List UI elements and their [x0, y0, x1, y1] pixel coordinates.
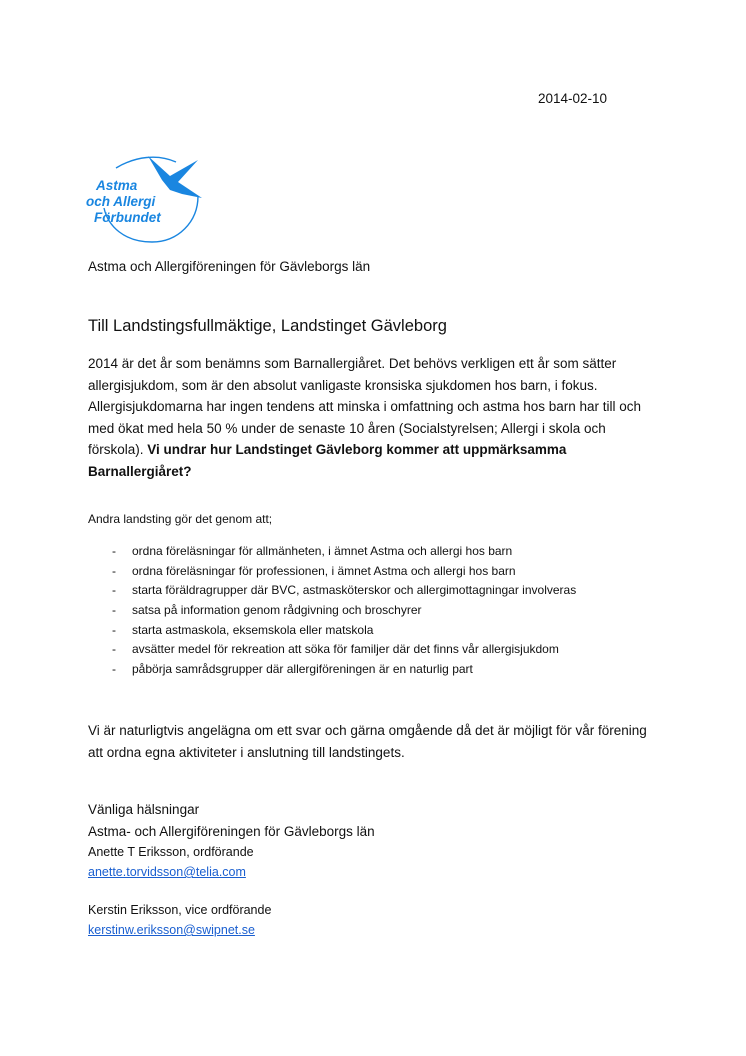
- email-link-1[interactable]: anette.torvidsson@telia.com: [88, 865, 246, 879]
- logo-line-1: Astma: [96, 178, 138, 193]
- greeting: Vänliga hälsningar: [88, 802, 200, 817]
- email-link-2[interactable]: kerstinw.eriksson@swipnet.se: [88, 923, 255, 937]
- list-item-text: avsätter medel för rekreation att söka för familjer där det finns vår allergisjukdom: [132, 642, 559, 657]
- list-item-text: starta astmaskola, eksemskola eller matskola: [132, 622, 374, 637]
- sender-organization: Astma och Allergiföreningen för Gävleborgs län: [88, 259, 371, 274]
- list-item-text: ordna föreläsningar för professionen, i ämnet Astma och allergi hos barn: [132, 563, 516, 578]
- bullet-dash: -: [112, 563, 116, 578]
- intro-question: Vi undrar hur Landstinget Gävleborg kommer att uppmärksamma Barnallergiåret?: [88, 442, 567, 479]
- logo-line-3: Förbundet: [94, 210, 161, 225]
- bullet-dash: -: [112, 544, 116, 558]
- list-item: [88, 562, 576, 582]
- email-link-1-wrapper: [88, 864, 246, 879]
- list-item: [88, 660, 576, 680]
- list-item: [88, 640, 576, 660]
- logo-graphic: [86, 150, 206, 246]
- recipient-heading: Till Landstingsfullmäktige, Landstinget Gävleborg: [88, 317, 447, 335]
- list-item-text: ordna föreläsningar för allmänheten, i ämnet Astma och allergi hos barn: [132, 544, 513, 558]
- signature-organization: Astma- och Allergiföreningen för Gävleborgs län: [88, 824, 375, 839]
- list-item-text: starta föräldragrupper där BVC, astmasköterskor och allergimottagningar involveras: [132, 583, 577, 598]
- list-item: [88, 542, 576, 562]
- bullet-dash: -: [112, 583, 116, 598]
- bullet-dash: -: [112, 662, 116, 677]
- list-item-text: påbörja samrådsgrupper där allergiföreningen är en naturlig part: [132, 662, 473, 677]
- intro-text: 2014 är det år som benämns som Barnallergiåret. Det behövs verkligen ett år som sätter allergisjukdom, som är den absolut vanligaste kronsiska sjukdomen hos barn, i fokus. Allergisjukdomarna har ingen tendens att minska i omfattning och astma hos barn har till och med ökat med hela 50 % under de senaste 10 åren (Socialstyrelsen; Allergi i skola och förskola).: [88, 356, 642, 457]
- email-link-2-wrapper: [88, 922, 255, 937]
- bullet-dash: -: [112, 622, 116, 637]
- list-item: [88, 621, 576, 641]
- letter-date: 2014-02-10: [538, 91, 608, 106]
- bullet-dash: -: [112, 603, 116, 618]
- activities-list: [88, 542, 576, 680]
- activities-lead: Andra landsting gör det genom att;: [88, 512, 273, 526]
- signatory-1: Anette T Eriksson, ordförande: [88, 845, 254, 859]
- list-item-text: satsa på information genom rådgivning och broschyrer: [132, 603, 422, 618]
- list-item: [88, 601, 576, 621]
- bullet-dash: -: [112, 642, 116, 657]
- list-item: [88, 581, 576, 601]
- signatory-2: Kerstin Eriksson, vice ordförande: [88, 903, 272, 917]
- association-logo: [86, 150, 206, 246]
- logo-line-2: och Allergi: [86, 194, 156, 209]
- closing-paragraph: Vi är naturligtvis angelägna om ett svar och gärna omgående då det är möjligt för vår förening att ordna egna aktiviteter i anslutning till landstingets.: [88, 723, 647, 760]
- intro-paragraph: [88, 353, 658, 482]
